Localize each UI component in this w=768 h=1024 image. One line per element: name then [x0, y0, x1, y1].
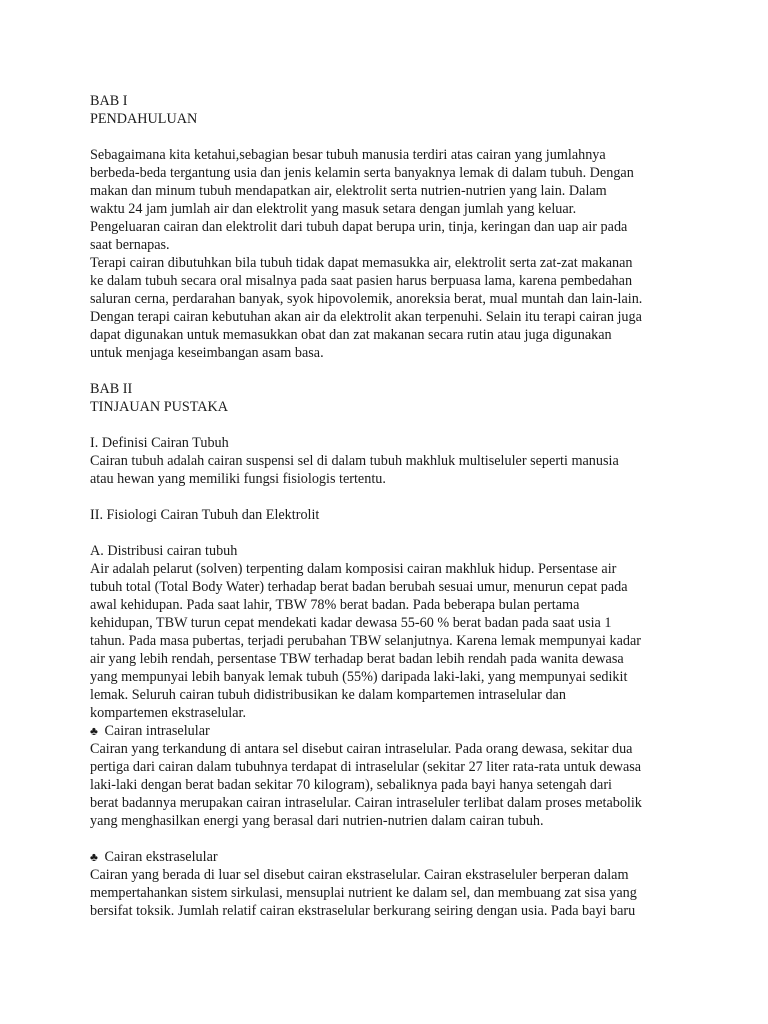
text-line: untuk menjaga keseimbangan asam basa. — [90, 345, 324, 361]
text-line: saat bernapas. — [90, 237, 170, 253]
chapter-label: BAB I — [90, 93, 128, 109]
text-line: tahun. Pada masa pubertas, terjadi perubahan TBW selanjutnya. Karena lemak mempunyai kadar — [90, 633, 642, 649]
bullet-heading-intraselular — [90, 722, 665, 740]
chapter-label: BAB II — [90, 381, 133, 397]
intro-paragraph — [90, 146, 665, 254]
text-line: atau hewan yang memiliki fungsi fisiologis tertentu. — [90, 471, 386, 487]
chapter-title: TINJAUAN PUSTAKA — [90, 399, 228, 415]
therapy-paragraph — [90, 254, 665, 362]
text-line: awal kehidupan. Pada saat lahir, TBW 78% berat badan. Pada beberapa bulan pertama — [90, 597, 580, 613]
text-line: tubuh total (Total Body Water) terhadap berat badan berubah sesuai umur, menurun cepat pada — [90, 579, 628, 595]
text-line: Pengeluaran cairan dan elektrolit dari tubuh dapat berupa urin, tinja, keringan dan uap air pada — [90, 219, 628, 235]
subsection-heading: A. Distribusi cairan tubuh — [90, 543, 238, 559]
text-line: Air adalah pelarut (solven) terpenting dalam komposisi cairan makhluk hidup. Persentase air — [90, 561, 617, 577]
text-line: saluran cerna, perdarahan banyak, syok hipovolemik, anoreksia berat, mual muntah dan lain-lain. — [90, 291, 643, 307]
text-line: Cairan tubuh adalah cairan suspensi sel di dalam tubuh makhluk multiseluler seperti manusia — [90, 453, 619, 469]
text-line: waktu 24 jam jumlah air dan elektrolit yang masuk setara dengan jumlah yang keluar. — [90, 201, 577, 217]
text-line: Cairan yang terkandung di antara sel disebut cairan intraselular. Pada orang dewasa, sekitar dua — [90, 741, 633, 757]
text-line: Sebagaimana kita ketahui,sebagian besar tubuh manusia terdiri atas cairan yang jumlahnya — [90, 147, 606, 163]
spacer — [90, 362, 665, 380]
club-bullet-icon: ♣ — [90, 724, 98, 738]
text-line: mempertahankan sistem sirkulasi, mensuplai nutrient ke dalam sel, dan membuang zat sisa yang — [90, 885, 637, 901]
text-line: pertiga dari cairan dalam tubuhnya terdapat di intraselular (sekitar 27 liter rata-rata untuk dewasa — [90, 759, 642, 775]
bullet-heading-label: Cairan ekstraselular — [104, 849, 218, 865]
text-line: Dengan terapi cairan kebutuhan akan air da elektrolit akan terpenuhi. Selain itu terapi cairan juga — [90, 309, 642, 325]
text-line: laki-laki dengan berat badan sekitar 70 kilogram), sebaliknya pada bayi hanya setengah dari — [90, 777, 612, 793]
bullet-heading-ekstraselular — [90, 848, 665, 866]
spacer — [90, 416, 665, 434]
bullet-heading-label: Cairan intraselular — [104, 723, 210, 739]
section-heading: I. Definisi Cairan Tubuh — [90, 435, 229, 451]
text-line: lemak. Seluruh cairan tubuh didistribusikan ke dalam kompartemen intraselular dan — [90, 687, 566, 703]
text-line: makan dan minum tubuh mendapatkan air, elektrolit serta nutrien-nutrien yang lain. Dalam — [90, 183, 607, 199]
document-page — [90, 92, 665, 920]
text-line: berbeda-beda tergantung usia dan jenis kelamin serta banyaknya lemak di dalam tubuh. Dengan — [90, 165, 634, 181]
chapter-title: PENDAHULUAN — [90, 111, 198, 127]
spacer — [90, 128, 665, 146]
text-line: Terapi cairan dibutuhkan bila tubuh tidak dapat memasukka air, elektrolit serta zat-zat makanan — [90, 255, 633, 271]
text-line: Cairan yang berada di luar sel disebut cairan ekstraselular. Cairan ekstraseluler berperan dalam — [90, 867, 629, 883]
section-heading: II. Fisiologi Cairan Tubuh dan Elektrolit — [90, 507, 320, 523]
text-line: bersifat toksik. Jumlah relatif cairan ekstraselular berkurang seiring dengan usia. Pada bayi baru — [90, 903, 636, 919]
text-line: air yang lebih rendah, persentase TBW terhadap berat badan lebih rendah pada wanita dewasa — [90, 651, 624, 667]
spacer — [90, 524, 665, 542]
text-line: kehidupan, TBW turun cepat mendekati kadar dewasa 55-60 % berat badan pada saat usia 1 — [90, 615, 612, 631]
text-line: yang menghasilkan energi yang berasal dari nutrien-nutrien dalam cairan tubuh. — [90, 813, 544, 829]
club-bullet-icon: ♣ — [90, 850, 98, 864]
text-line: yang mempunyai lebih banyak lemak tubuh (55%) daripada laki-laki, yang mempunyai sedikit — [90, 669, 628, 685]
text-line: kompartemen ekstraselular. — [90, 705, 247, 721]
text-line: ke dalam tubuh secara oral misalnya pada saat pasien harus berpuasa lama, karena pembedahan — [90, 273, 633, 289]
text-line: berat badannya merupakan cairan intraselular. Cairan intraseluler terlibat dalam proses metabolik — [90, 795, 642, 811]
text-line: dapat digunakan untuk memasukkan obat dan zat makanan secara rutin atau juga digunakan — [90, 327, 612, 343]
spacer — [90, 488, 665, 506]
spacer — [90, 830, 665, 848]
